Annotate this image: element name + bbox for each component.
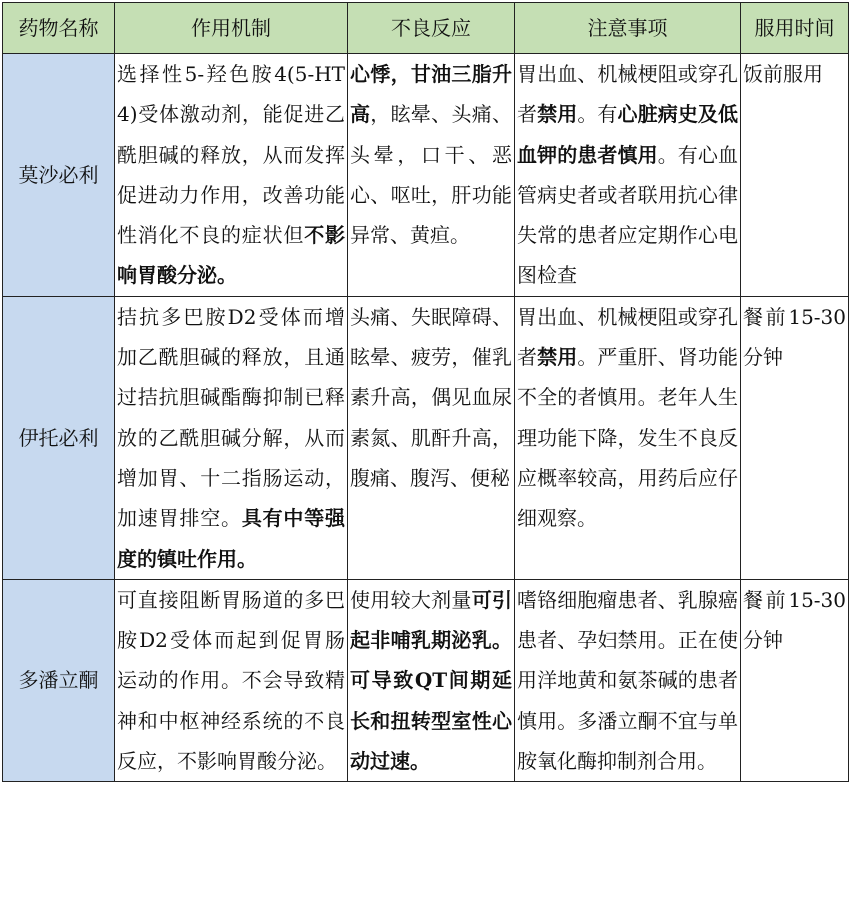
- text-segment: 胃出血、机械梗阻或穿孔者: [517, 304, 738, 370]
- text-segment: 。严重肝、肾功能不全的者慎用。老年人生理功能下降，发生不良反应概率较高，用药后应仔细观察。: [517, 345, 739, 531]
- bold-text-segment: 禁用: [537, 345, 578, 370]
- mechanism-cell: [115, 296, 348, 579]
- bold-text-segment: 心脏病史及低血钾的患者慎用: [517, 102, 739, 167]
- bold-text-segment: 具有中等强度的镇吐作用。: [117, 506, 346, 571]
- text-segment: ，眩晕、头痛、头晕，口干、恶心、呕吐，肝功能异常、黄疸。: [350, 102, 513, 248]
- text-segment: 拮抗多巴胺D2受体而增加乙酰胆碱的释放，且通过拮抗胆碱酯酶抑制已释放的乙酰胆碱分解，从而增加胃、十二指肠运动，加速胃排空。: [117, 304, 345, 531]
- header-adverse-reactions: 不良反应: [348, 3, 515, 54]
- drug-comparison-table: [2, 2, 849, 782]
- notes-cell: [515, 296, 741, 579]
- header-timing: 服用时间: [741, 3, 849, 54]
- mechanism-cell: [115, 579, 348, 781]
- text-segment: 选择性5-羟色胺4(5-HT4)受体激动剂，能促进乙酰胆碱的释放，从而发挥促进动力作用，改善功能性消化不良的症状但: [117, 62, 345, 248]
- timing-cell: 餐前15-30分钟: [741, 579, 849, 781]
- bold-text-segment: 心悸，甘油三脂升高: [350, 62, 512, 127]
- table-row-mosapride: [3, 54, 849, 297]
- mechanism-cell: [115, 54, 348, 297]
- bold-text-segment: 不影响胃酸分泌。: [117, 223, 346, 288]
- timing-cell: 餐前15-30分钟: [741, 296, 849, 579]
- timing-cell: 饭前服用: [741, 54, 849, 297]
- text-segment: 。有: [577, 102, 618, 127]
- bold-text-segment: 可引起非哺乳期泌乳。可导致QT间期延长和扭转型室性心动过速。: [350, 587, 513, 774]
- header-drug-name: 药物名称: [3, 3, 115, 54]
- header-mechanism: 作用机制: [115, 3, 348, 54]
- drug-name-cell: 伊托必利: [3, 296, 115, 579]
- text-segment: 胃出血、机械梗阻或穿孔者: [517, 62, 738, 127]
- drug-name-cell: 莫沙必利: [3, 54, 115, 297]
- header-precautions: 注意事项: [515, 3, 741, 54]
- bold-text-segment: 禁用: [537, 102, 578, 127]
- header-row: [3, 3, 849, 54]
- table-row-itopride: [3, 296, 849, 579]
- text-segment: 。有心血管病史者或者联用抗心律失常的患者应定期作心电图检查: [517, 142, 739, 288]
- notes-cell: [515, 579, 741, 781]
- adverse-cell: [348, 579, 515, 781]
- adverse-cell: [348, 54, 515, 297]
- text-segment: 头痛、失眠障碍、眩晕、疲劳，催乳素升高，偶见血尿素氮、肌酐升高，腹痛、腹泻、便秘: [350, 304, 512, 490]
- notes-cell: [515, 54, 741, 297]
- adverse-cell: [348, 296, 515, 579]
- text-segment: 嗜铬细胞瘤患者、乳腺癌患者、孕妇禁用。正在使用洋地黄和氨茶碱的患者慎用。多潘立酮不宜与单胺氧化酶抑制剂合用。: [517, 587, 738, 774]
- text-segment: 使用较大剂量: [350, 587, 472, 612]
- drug-name-cell: 多潘立酮: [3, 579, 115, 781]
- table-row-domperidone: [3, 579, 849, 781]
- text-segment: 可直接阻断胃肠道的多巴胺D2受体而起到促胃肠运动的作用。不会导致精神和中枢神经系统的不良反应，不影响胃酸分泌。: [117, 587, 345, 774]
